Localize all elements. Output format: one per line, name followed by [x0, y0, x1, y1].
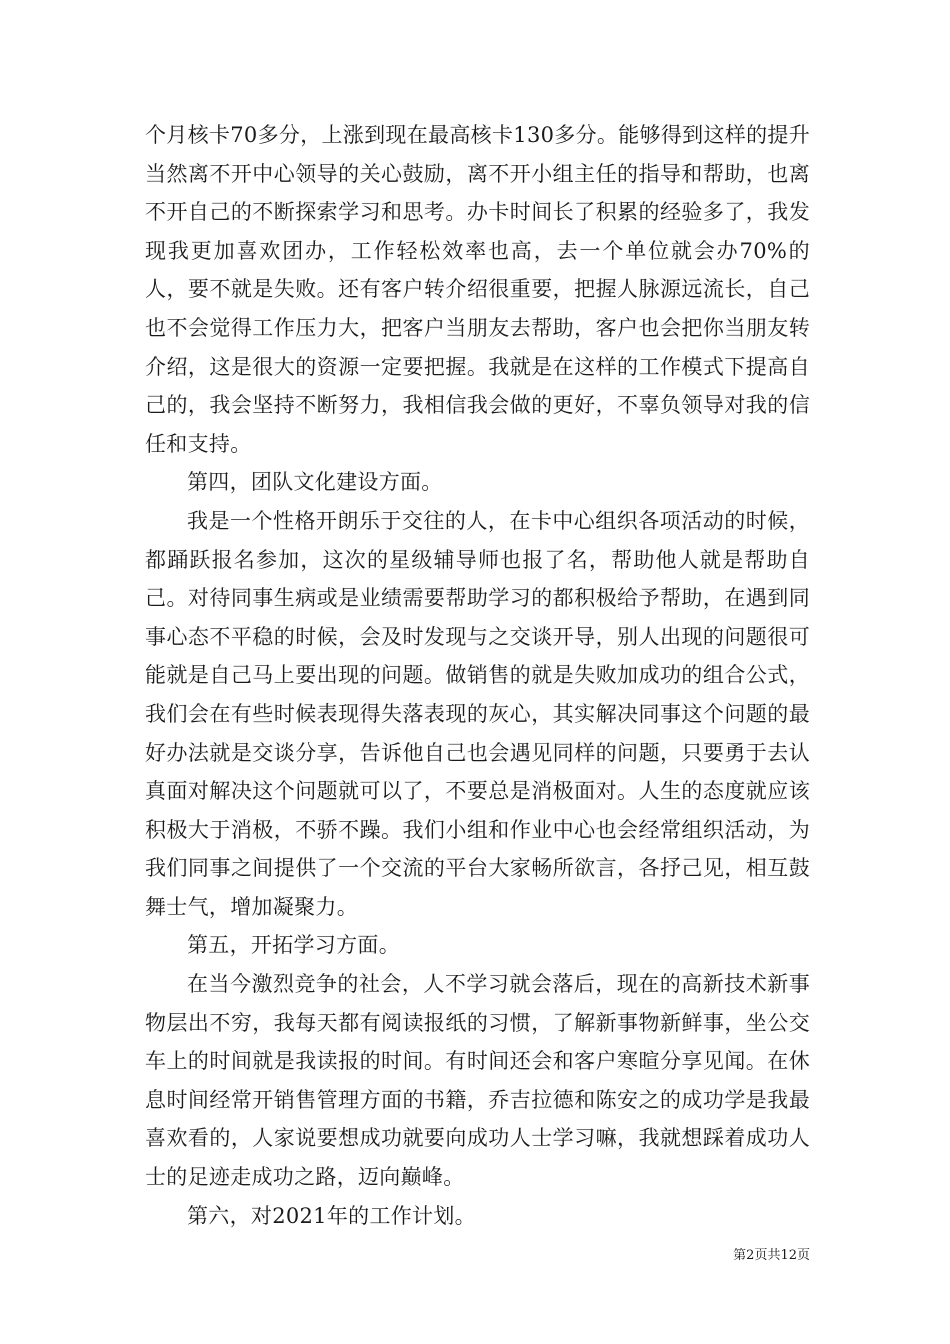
paragraph-team-culture: 我是一个性格开朗乐于交往的人，在卡中心组织各项活动的时候，都踊跃报名参加，这次的星级辅导师也报了名，帮助他人就是帮助自己。对待同事生病或是业绩需要帮助学习的都积极给予帮助，在遇到同事心态不平稳的时候，会及时发现与之交谈开导，别人出现的问题很可能就是自己马上要出现的问题。做销售的就是失败加成功的组合公式，我们会在有些时候表现得失落表现的灰心，其实解决同事这个问题的最好办法就是交谈分享，告诉他自己也会遇见同样的问题，只要勇于去认真面对解决这个问题就可以了，不要总是消极面对。人生的态度就应该积极大于消极，不骄不躁。我们小组和作业中心也会经常组织活动，为我们同事之间提供了一个交流的平台大家畅所欲言，各抒己见，相互鼓舞士气，增加凝聚力。: [145, 508, 810, 919]
page-number-footer: 第2页共12页: [733, 1248, 810, 1263]
section-heading-work-plan: 第六，对2021年的工作计划。: [187, 1203, 476, 1228]
paragraph-continuation: 个月核卡70多分，上涨到现在最高核卡130多分。能够得到这样的提升当然离不开中心领导的关心鼓励，离不开小组主任的指导和帮助，也离不开自己的不断探索学习和思考。办卡时间长了积累的经验多了，我发现我更加喜欢团办，工作轻松效率也高，去一个单位就会办70%的人，要不就是失败。还有客户转介绍很重要，把握人脉源远流长，自己也不会觉得工作压力大，把客户当朋友去帮助，客户也会把你当朋友转介绍，这是很大的资源一定要把握。我就是在这样的工作模式下提高自己的，我会坚持不断努力，我相信我会做的更好，不辜负领导对我的信任和支持。: [145, 123, 810, 456]
section-heading-team-culture: 第四，团队文化建设方面。: [187, 470, 443, 495]
document-body: [145, 116, 810, 1235]
paragraph-learning: 在当今激烈竞争的社会，人不学习就会落后，现在的高新技术新事物层出不穷，我每天都有阅读报纸的习惯，了解新事物新鲜事，坐公交车上的时间就是我读报的时间。有时间还会和客户寒暄分享见闻。在休息时间经常开销售管理方面的书籍，乔吉拉德和陈安之的成功学是我最喜欢看的，人家说要想成功就要向成功人士学习嘛，我就想踩着成功人士的足迹走成功之路，迈向巅峰。: [145, 972, 810, 1190]
section-heading-learning: 第五，开拓学习方面。: [187, 933, 400, 958]
